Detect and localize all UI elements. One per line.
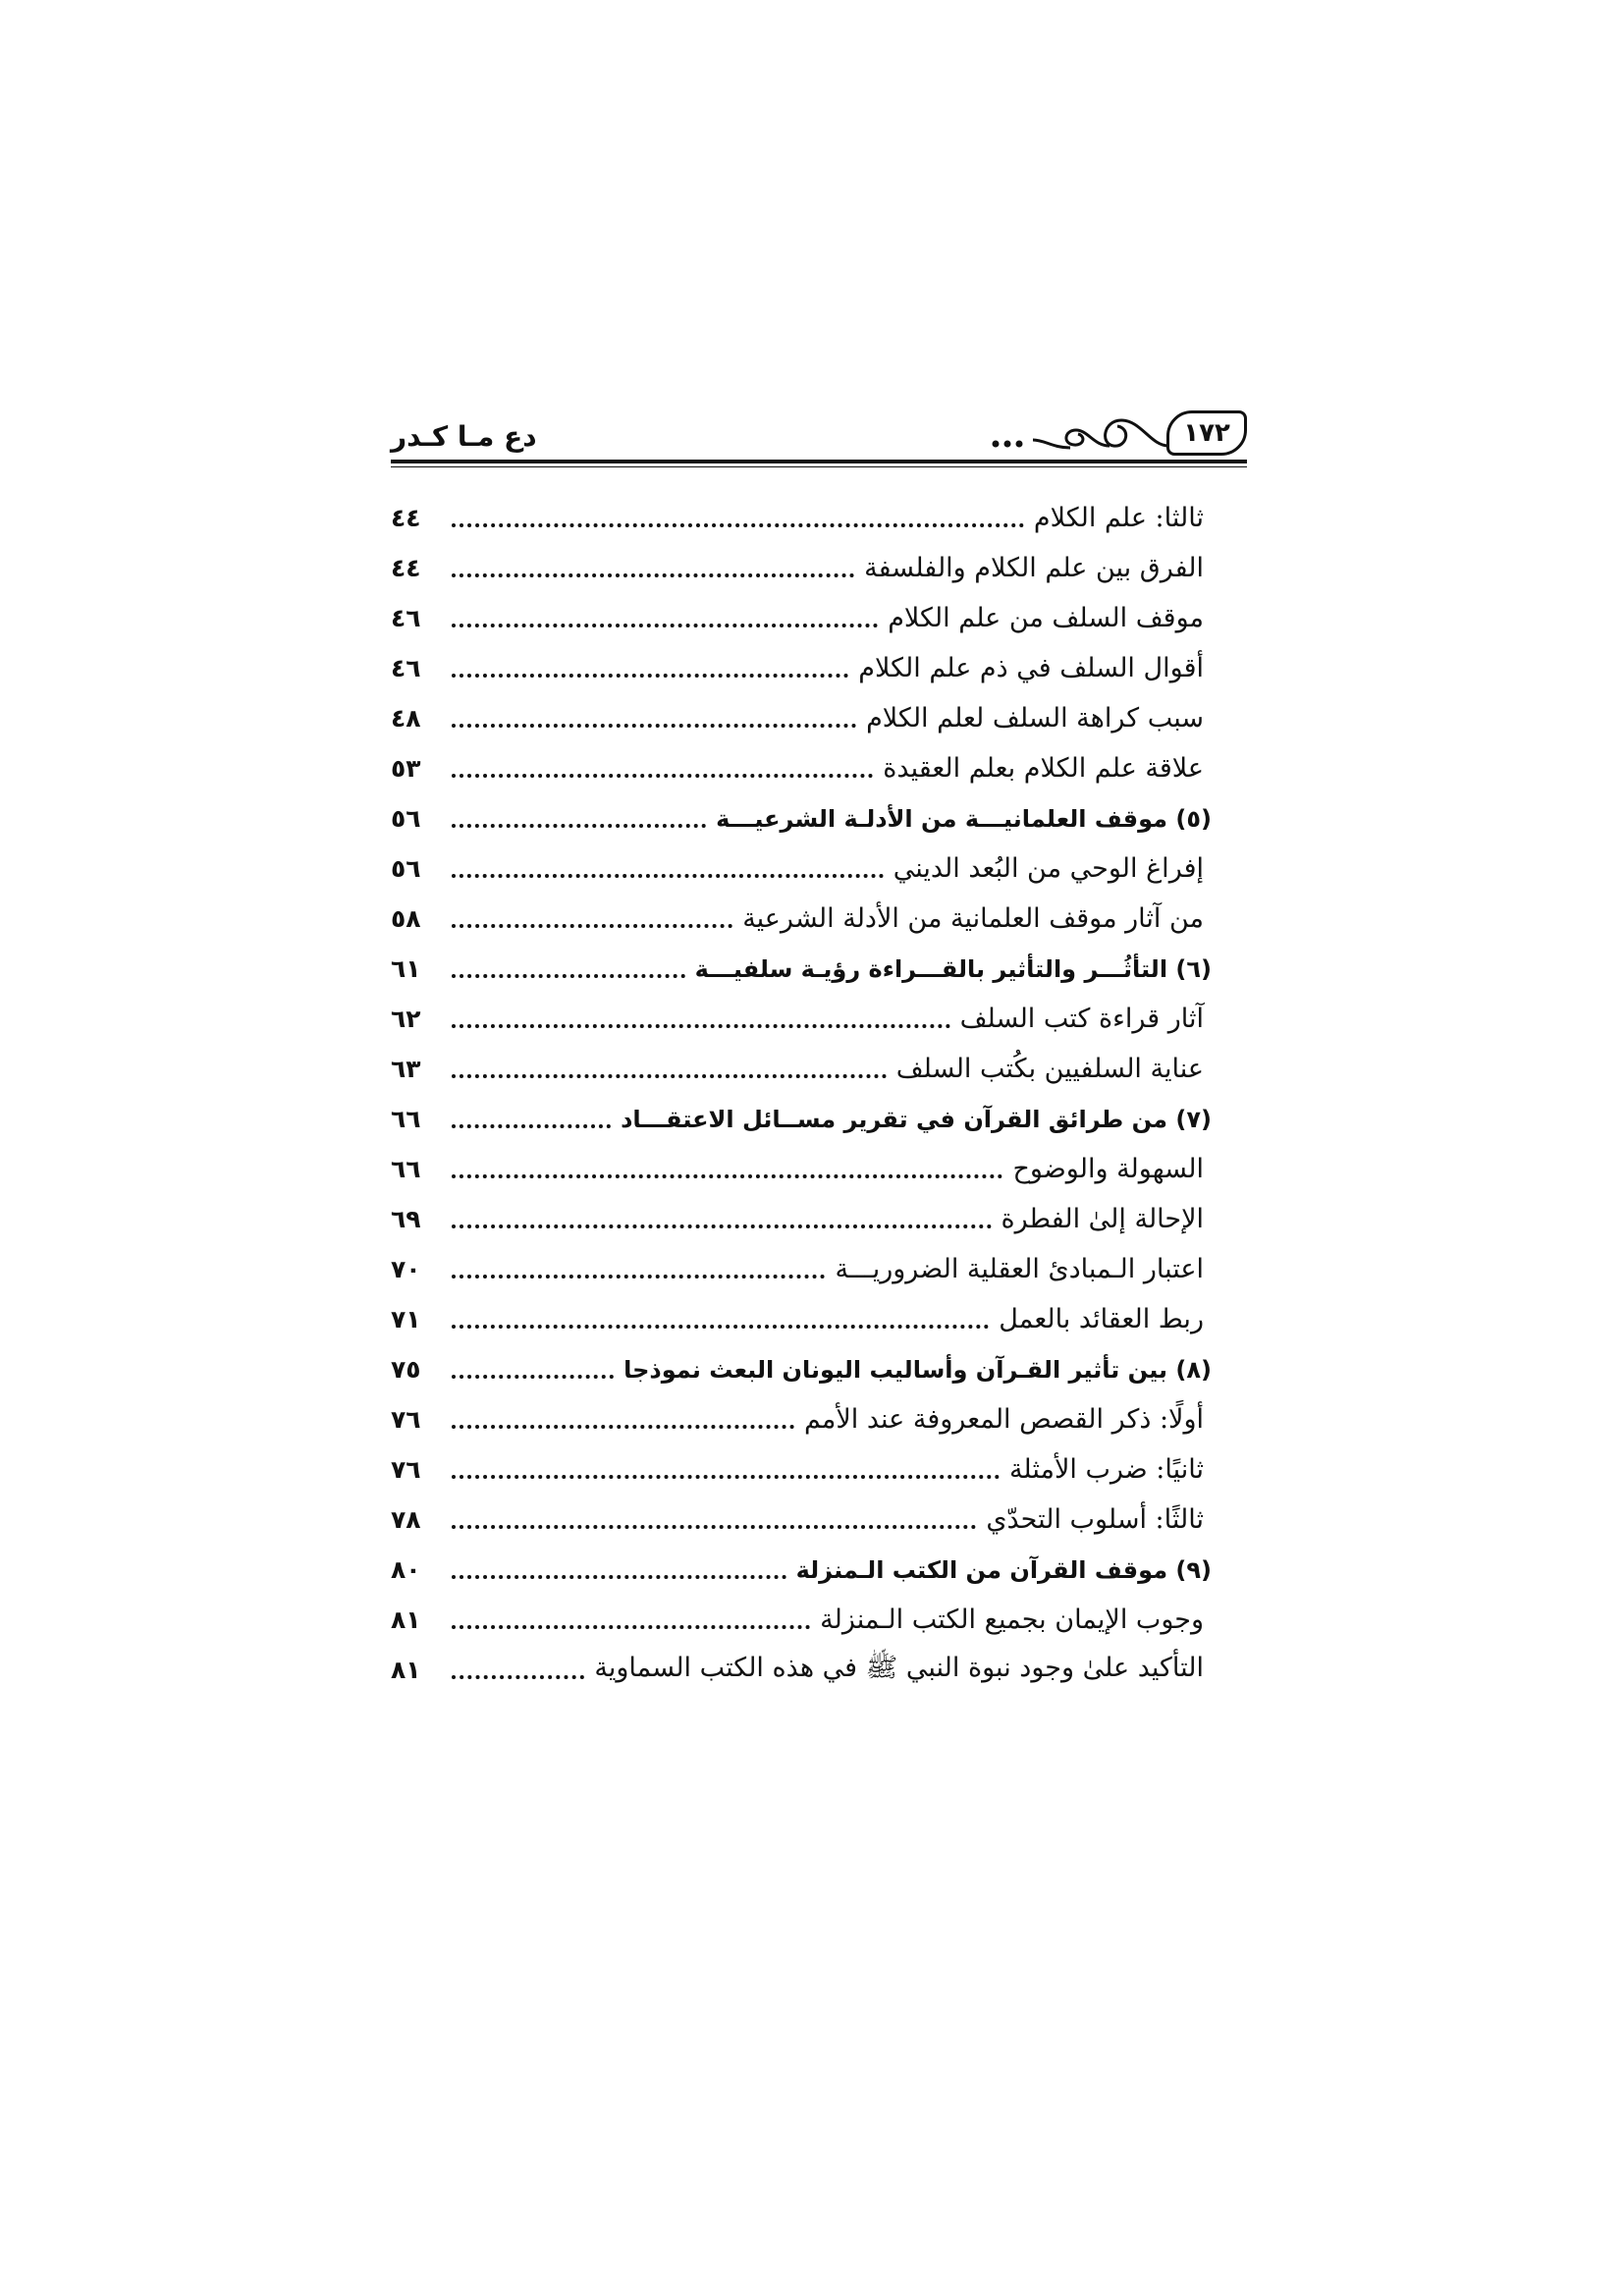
toc-entry-page: ٥٦ — [391, 804, 421, 833]
toc-entry-title: (٧) من طرائق القرآن في تقرير مســائل الاعتقـــاد — [621, 1105, 1212, 1133]
toc-entry-title: الفرق بين علم الكلام والفلسفة — [864, 553, 1204, 583]
toc-entry-row — [391, 1495, 1212, 1545]
toc-entry-page: ٦٦ — [391, 1155, 421, 1183]
toc-entry-row — [391, 543, 1212, 593]
toc-entry-title: التأكيد علىٰ وجود نبوة النبي ﷺ في هذه الكتب السماوية — [594, 1652, 1204, 1683]
toc-entry-page: ٨١ — [391, 1656, 421, 1684]
toc-entry-title: اعتبار الـمبادئ العقلية الضروريـــة — [835, 1254, 1204, 1284]
toc-entry-page: ٤٨ — [391, 704, 421, 733]
toc-entry-page: ٦٣ — [391, 1055, 421, 1083]
toc-entry-title: السهولة والوضوح — [1012, 1154, 1204, 1184]
toc-entry-page: ٥٨ — [391, 904, 421, 933]
toc-dot-leader — [452, 924, 732, 928]
toc-entry-page: ٧٨ — [391, 1505, 421, 1534]
toc-dot-leader — [452, 1675, 584, 1679]
toc-entry-row — [391, 643, 1212, 693]
toc-entry-title: أولًا: ذكر القصص المعروفة عند الأمم — [803, 1404, 1204, 1435]
toc-entry-page: ٦٢ — [391, 1005, 421, 1033]
toc-entry-title: آثار قراءة كتب السلف — [959, 1004, 1204, 1034]
toc-entry-row — [391, 493, 1212, 543]
toc-dot-leader — [452, 573, 854, 577]
toc-section-row — [391, 944, 1212, 994]
toc-entry-row — [391, 693, 1212, 743]
toc-entry-title: الإحالة إلىٰ الفطرة — [1001, 1204, 1204, 1234]
toc-dot-leader — [452, 1425, 794, 1429]
header-rule-thin — [391, 466, 1247, 467]
running-title: دع مـا كـدر — [391, 420, 537, 453]
toc-entry-title: ثالثا: علم الكلام — [1033, 503, 1204, 533]
toc-dot-leader — [452, 1174, 1002, 1178]
toc-entry-page: ٤٤ — [391, 554, 421, 582]
toc-dot-leader — [452, 1475, 1000, 1479]
toc-entry-row — [391, 894, 1212, 944]
toc-entry-title: (٦) التأثُـــر والتأثير بالقـــراءة رؤيـة سلفيـــة — [694, 954, 1212, 983]
toc-dot-leader — [452, 774, 873, 778]
page-number: ١٧٢ — [1183, 418, 1230, 448]
toc-entry-title: علاقة علم الكلام بعلم العقيدة — [883, 753, 1204, 784]
toc-dot-leader — [452, 1124, 611, 1128]
toc-entry-page: ٤٦ — [391, 604, 421, 632]
toc-entry-page: ٦٦ — [391, 1105, 421, 1133]
toc-entry-page: ٤٦ — [391, 654, 421, 682]
toc-entry-row — [391, 1244, 1212, 1294]
toc-entry-title: من آثار موقف العلمانية من الأدلة الشرعية — [742, 903, 1204, 934]
toc-entry-title: ربط العقائد بالعمل — [999, 1304, 1204, 1334]
toc-dot-leader — [452, 974, 685, 978]
ornament-flourish-icon — [984, 410, 1170, 462]
header-rule — [391, 460, 1247, 463]
toc-dot-leader — [452, 824, 706, 828]
toc-section-row — [391, 1545, 1212, 1595]
page-number-frame — [1166, 410, 1247, 456]
toc-dot-leader — [452, 674, 848, 678]
toc-entry-page: ٧٠ — [391, 1255, 421, 1283]
toc-entry-title: ثالثًا: أسلوب التحدّي — [986, 1504, 1204, 1535]
toc-entry-title: إفراغ الوحي من البُعد الديني — [893, 853, 1204, 884]
toc-entry-page: ٧٥ — [391, 1355, 421, 1384]
toc-entry-title: عناية السلفيين بكُتب السلف — [895, 1054, 1204, 1084]
toc-section-row — [391, 1094, 1212, 1144]
toc-entry-title: أقوال السلف في ذم علم الكلام — [858, 653, 1204, 683]
toc-entry-row — [391, 1394, 1212, 1444]
toc-dot-leader — [452, 724, 856, 728]
toc-dot-leader — [452, 1325, 989, 1329]
table-of-contents — [391, 493, 1212, 1695]
toc-dot-leader — [452, 1275, 825, 1279]
toc-entry-row — [391, 843, 1212, 894]
toc-entry-title: ثانيًا: ضرب الأمثلة — [1008, 1454, 1204, 1485]
toc-entry-row — [391, 1645, 1212, 1695]
toc-entry-row — [391, 1144, 1212, 1194]
toc-entry-row — [391, 1595, 1212, 1645]
toc-entry-page: ٤٤ — [391, 504, 421, 532]
toc-dot-leader — [452, 1024, 950, 1028]
toc-entry-title: موقف السلف من علم الكلام — [888, 603, 1204, 633]
toc-entry-page: ٥٦ — [391, 854, 421, 883]
toc-dot-leader — [452, 1525, 976, 1529]
toc-dot-leader — [452, 1375, 614, 1379]
toc-entry-page: ٦٩ — [391, 1205, 421, 1233]
toc-entry-page: ٧٦ — [391, 1455, 421, 1484]
toc-entry-title: (٨) بين تأثير القـرآن وأساليب اليونان البعث نموذجا — [623, 1355, 1212, 1384]
toc-dot-leader — [452, 1625, 810, 1629]
toc-entry-page: ٥٣ — [391, 754, 421, 783]
toc-entry-row — [391, 593, 1212, 643]
toc-entry-row — [391, 1194, 1212, 1244]
toc-entry-row — [391, 1294, 1212, 1344]
toc-entry-page: ٧٦ — [391, 1405, 421, 1434]
toc-entry-title: (٥) موقف العلمانيـــة من الأدلـة الشرعيـــة — [716, 804, 1212, 833]
toc-entry-title: (٩) موقف القرآن من الكتب الـمنزلة — [795, 1555, 1212, 1584]
toc-section-row — [391, 1344, 1212, 1394]
toc-dot-leader — [452, 523, 1024, 527]
toc-entry-page: ٨٠ — [391, 1555, 421, 1584]
toc-entry-row — [391, 994, 1212, 1044]
toc-entry-row — [391, 1444, 1212, 1495]
toc-dot-leader — [452, 1074, 887, 1078]
toc-section-row — [391, 793, 1212, 843]
toc-entry-title: وجوب الإيمان بجميع الكتب الـمنزلة — [820, 1605, 1204, 1635]
toc-entry-page: ٨١ — [391, 1605, 421, 1634]
toc-entry-page: ٦١ — [391, 954, 421, 983]
toc-dot-leader — [452, 624, 878, 627]
toc-entry-page: ٧١ — [391, 1305, 421, 1333]
page-header — [391, 410, 1247, 471]
toc-dot-leader — [452, 1575, 786, 1579]
toc-dot-leader — [452, 874, 884, 878]
toc-entry-row — [391, 1044, 1212, 1094]
toc-entry-row — [391, 743, 1212, 793]
toc-dot-leader — [452, 1224, 992, 1228]
toc-entry-title: سبب كراهة السلف لعلم الكلام — [866, 703, 1204, 734]
